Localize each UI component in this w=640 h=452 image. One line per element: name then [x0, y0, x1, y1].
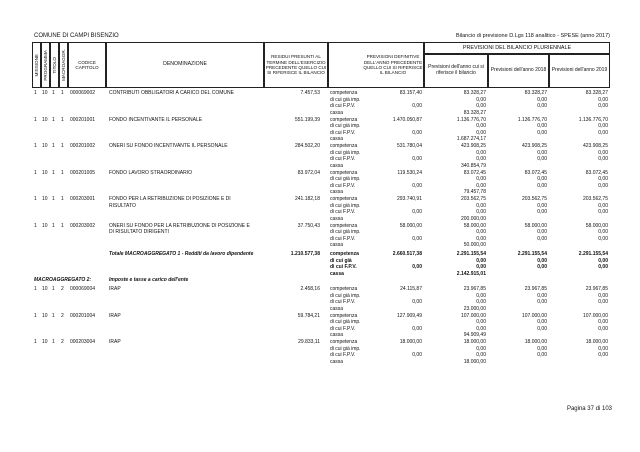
- prev-2019-value: 0,00: [598, 123, 608, 130]
- macroaggr-cell: 1: [61, 116, 64, 123]
- prev-2018-value: 0,00: [537, 345, 547, 352]
- prev-def-value: 0,00: [412, 129, 422, 136]
- prev-def-value: 18.000,00: [399, 339, 422, 345]
- prev-current-value: 0,00: [476, 149, 486, 156]
- prev-current-value: 18.000,00: [463, 339, 486, 345]
- prev-current-value: 18.000,00: [463, 358, 486, 365]
- prev-current-value: 340.854,79: [460, 162, 486, 169]
- residui-cell: 59.784,21: [297, 312, 320, 319]
- prev-2018-value: 0,00: [537, 299, 547, 306]
- col-denominazione: DENOMINAZIONE: [106, 42, 264, 88]
- prev-2019-value: 1.136.776,70: [578, 116, 608, 123]
- row-type-label: cassa: [330, 189, 344, 196]
- residui-cell: 37.750,43: [297, 222, 320, 229]
- col-residui: RESIDUI PRESUNTI AL TERMINE DELL'ESERCIZIO PRECEDENTE QUELLO CUI SI RIFERISCE IL BILANCIO: [264, 42, 328, 88]
- row-type-label: competenza: [330, 116, 358, 123]
- programma-cell: 10: [42, 312, 48, 319]
- macroaggr-cell: 1: [61, 222, 64, 229]
- total-prev-2018: 2.291.155,54: [517, 251, 547, 257]
- row-type-label: competenza: [330, 286, 358, 292]
- row-type-label: competenza: [330, 312, 358, 319]
- prev-2018-value: 0,00: [537, 229, 547, 236]
- prev-current-value: 0,00: [476, 182, 486, 189]
- titolo-cell: 1: [52, 222, 55, 229]
- total-prev-def: 0,00: [412, 264, 422, 271]
- codice-cell: 000203004: [70, 339, 96, 345]
- prev-def-value: 0,00: [412, 156, 422, 163]
- prev-2019-value: 83.072,45: [585, 169, 608, 176]
- prev-def-value: 0,00: [412, 299, 422, 306]
- codice-cell: 000069002: [70, 90, 96, 96]
- prev-2019-value: 0,00: [598, 182, 608, 189]
- prev-current-value: 0,00: [476, 235, 486, 242]
- prev-2019-value: 0,00: [598, 229, 608, 236]
- codice-cell: 000069004: [70, 286, 96, 292]
- denominazione-cell: IRAP: [109, 339, 121, 345]
- prev-2018-value: 0,00: [537, 292, 547, 299]
- prev-current-value: 0,00: [476, 209, 486, 216]
- macroaggr-cell: 2: [61, 286, 64, 292]
- row-type-label: di cui già imp.: [330, 149, 361, 156]
- denominazione-cell: ONERI SU FONDO PER LA RETRIBUZIONE DI POSIZIONE E: [109, 222, 250, 229]
- total-type-label: di cui F.P.V.: [330, 264, 357, 271]
- prev-current-value: 0,00: [476, 319, 486, 326]
- denominazione-cell: CONTRIBUTI OBBLIGATORI A CARICO DEL COMUNE: [109, 90, 234, 96]
- prev-2018-value: 0,00: [537, 202, 547, 209]
- row-type-label: di cui già imp.: [330, 319, 361, 326]
- prev-2018-value: 0,00: [537, 149, 547, 156]
- prev-2018-value: 58.000,00: [524, 222, 547, 229]
- codice-cell: 000203001: [70, 196, 96, 202]
- prev-def-value: 0,00: [412, 352, 422, 359]
- residui-cell: 241.182,18: [294, 196, 320, 202]
- row-type-label: di cui già imp.: [330, 123, 361, 130]
- prev-2019-value: 18.000,00: [585, 339, 608, 345]
- programma-cell: 10: [42, 169, 48, 176]
- row-type-label: cassa: [330, 215, 344, 222]
- programma-cell: 10: [42, 286, 48, 292]
- denominazione-cell: RISULTATO: [109, 202, 136, 209]
- prev-def-value: 24.115,87: [400, 286, 422, 292]
- denominazione-cell: FONDO PER LA RETRIBUZIONE DI POSIZIONE E DI: [109, 196, 231, 202]
- prev-2018-value: 0,00: [537, 325, 547, 332]
- missione-cell: 1: [34, 196, 37, 202]
- denominazione-cell: IRAP: [109, 286, 121, 292]
- missione-cell: 1: [34, 312, 37, 319]
- total-prev-current: 0,00: [476, 264, 486, 271]
- prev-2018-value: 0,00: [537, 182, 547, 189]
- row-type-label: di cui F.P.V.: [330, 103, 356, 110]
- prev-current-value: 0,00: [476, 176, 486, 183]
- missione-cell: 1: [34, 116, 37, 123]
- col-macroaggr: MACROAGGR.: [59, 42, 68, 88]
- codice-cell: 000201001: [70, 116, 96, 123]
- titolo-cell: 1: [52, 143, 55, 149]
- prev-2019-value: 0,00: [598, 96, 608, 103]
- titolo-cell: 1: [52, 90, 55, 96]
- prev-current-value: 58.000,00: [463, 222, 486, 229]
- total-prev-2019: 0,00: [598, 257, 608, 264]
- row-type-label: di cui già imp.: [330, 176, 361, 183]
- row-type-label: di cui F.P.V.: [330, 209, 356, 216]
- prev-2019-value: 0,00: [598, 299, 608, 306]
- prev-2019-value: 0,00: [598, 149, 608, 156]
- prev-current-value: 0,00: [476, 292, 486, 299]
- prev-current-value: 423.908,25: [460, 143, 486, 149]
- total-prev-current: 0,00: [476, 257, 486, 264]
- missione-cell: 1: [34, 286, 37, 292]
- prev-2019-value: 0,00: [598, 292, 608, 299]
- prev-def-value: 0,00: [412, 325, 422, 332]
- prev-2018-value: 23.967,85: [524, 286, 547, 292]
- prev-2019-value: 0,00: [598, 202, 608, 209]
- codice-cell: 000203002: [70, 222, 96, 229]
- total-label: Totale MACROAGGREGATO 1 - Redditi da lavoro dipendente: [109, 251, 254, 257]
- prev-current-value: 83.072,45: [463, 169, 486, 176]
- row-type-label: competenza: [330, 143, 358, 149]
- prev-current-value: 0,00: [476, 202, 486, 209]
- row-type-label: di cui F.P.V.: [330, 235, 356, 242]
- row-type-label: di cui F.P.V.: [330, 352, 356, 359]
- residui-cell: 7.457,53: [300, 90, 320, 96]
- prev-current-value: 0,00: [476, 229, 486, 236]
- residui-cell: 284.502,20: [294, 143, 320, 149]
- row-type-label: di cui F.P.V.: [330, 299, 356, 306]
- titolo-cell: 1: [52, 312, 55, 319]
- prev-2019-value: 0,00: [598, 325, 608, 332]
- total-type-label: di cui già: [330, 257, 352, 264]
- prev-2019-value: 203.562,75: [582, 196, 608, 202]
- prev-2018-value: 0,00: [537, 103, 547, 110]
- prev-2019-value: 0,00: [598, 345, 608, 352]
- missione-cell: 1: [34, 339, 37, 345]
- programma-cell: 10: [42, 143, 48, 149]
- prev-current-value: 0,00: [476, 352, 486, 359]
- row-type-label: di cui F.P.V.: [330, 182, 356, 189]
- prev-current-value: 1.136.776,70: [456, 116, 486, 123]
- row-type-label: di cui già imp.: [330, 229, 361, 236]
- prev-current-value: 0,00: [476, 156, 486, 163]
- prev-def-value: 58.000,00: [399, 222, 422, 229]
- total-prev-2018: 0,00: [537, 264, 547, 271]
- row-type-label: di cui F.P.V.: [330, 156, 356, 163]
- prev-current-value: 200.000,00: [460, 215, 486, 222]
- prev-2019-value: 107.000,00: [582, 312, 608, 319]
- entity-name: COMUNE DI CAMPI BISENZIO: [34, 33, 119, 39]
- prev-current-value: 107.000,00: [460, 312, 486, 319]
- prev-def-value: 0,00: [412, 209, 422, 216]
- prev-def-value: 0,00: [412, 182, 422, 189]
- row-type-label: cassa: [330, 136, 344, 143]
- row-type-label: di cui già imp.: [330, 202, 361, 209]
- prev-2018-value: 107.000,00: [521, 312, 547, 319]
- programma-cell: 10: [42, 222, 48, 229]
- macroaggr-cell: 2: [61, 339, 64, 345]
- prev-def-value: 83.157,40: [399, 90, 422, 96]
- macroaggr-cell: 1: [61, 196, 64, 202]
- macroaggregato-code: MACROAGGREGATO 2:: [34, 277, 92, 283]
- document-title: Bilancio di previsione D.Lgs 118 analitico - SPESE (anno 2017): [456, 33, 610, 39]
- prev-2019-value: 0,00: [598, 103, 608, 110]
- programma-cell: 10: [42, 116, 48, 123]
- macroaggregato-title: Imposte e tasse a carico dell'ente: [109, 277, 189, 283]
- row-type-label: cassa: [330, 358, 344, 365]
- prev-def-value: 127.909,49: [396, 312, 422, 319]
- row-type-label: competenza: [330, 339, 358, 345]
- programma-cell: 10: [42, 339, 48, 345]
- denominazione-cell: IRAP: [109, 312, 121, 319]
- prev-2018-value: 0,00: [537, 129, 547, 136]
- prev-2019-value: 0,00: [598, 209, 608, 216]
- prev-current-value: 0,00: [476, 325, 486, 332]
- prev-2018-value: 423.908,25: [521, 143, 547, 149]
- col-prev-2018: Previsioni dell'anno 2018: [488, 54, 549, 88]
- prev-current-value: 23.967,85: [463, 286, 486, 292]
- prev-2019-value: 0,00: [598, 156, 608, 163]
- titolo-cell: 1: [52, 116, 55, 123]
- codice-cell: 000201004: [70, 312, 96, 319]
- titolo-cell: 1: [52, 286, 55, 292]
- total-type-label: competenza: [330, 251, 359, 257]
- prev-current-value: 23.000,00: [463, 305, 486, 312]
- prev-def-value: 531.780,04: [396, 143, 422, 149]
- prev-current-value: 79.457,78: [463, 189, 486, 196]
- prev-def-value: 0,00: [412, 235, 422, 242]
- titolo-cell: 1: [52, 196, 55, 202]
- prev-2018-value: 0,00: [537, 123, 547, 130]
- row-type-label: cassa: [330, 332, 344, 339]
- total-prev-2019: 0,00: [598, 264, 608, 271]
- total-prev-def: 2.660.517,38: [392, 251, 422, 257]
- prev-2018-value: 0,00: [537, 209, 547, 216]
- prev-current-value: 83.328,27: [463, 109, 486, 116]
- prev-current-value: 83.328,27: [463, 90, 486, 96]
- col-pluriennale: PREVISIONI DEL BILANCIO PLURIENNALE: [424, 42, 610, 54]
- page-number: Pagina 37 di 103: [566, 406, 612, 412]
- prev-current-value: 203.562,75: [460, 196, 486, 202]
- prev-2018-value: 0,00: [537, 319, 547, 326]
- row-type-label: di cui F.P.V.: [330, 129, 356, 136]
- missione-cell: 1: [34, 222, 37, 229]
- prev-current-value: 1.687.274,17: [456, 136, 486, 143]
- row-type-label: di cui già imp.: [330, 292, 361, 299]
- prev-2019-value: 58.000,00: [585, 222, 608, 229]
- missione-cell: 1: [34, 143, 37, 149]
- row-type-label: cassa: [330, 305, 344, 312]
- col-codice: CODICE CAPITOLO: [68, 42, 106, 88]
- prev-2018-value: 18.000,00: [524, 339, 547, 345]
- prev-2018-value: 203.562,75: [521, 196, 547, 202]
- prev-2019-value: 423.908,25: [582, 143, 608, 149]
- denominazione-cell: ONERI SU FONDO INCENTIVANTE IL PERSONALE: [109, 143, 228, 149]
- prev-2018-value: 83.072,45: [524, 169, 547, 176]
- col-prev-definitive: PREVISIONI DEFINITIVE DELL'ANNO PRECEDENTE QUELLO CUI SI RIFERISCE IL BILANCIO: [328, 42, 424, 88]
- row-type-label: cassa: [330, 242, 344, 249]
- codice-cell: 000201005: [70, 169, 96, 176]
- total-residui: 1.210.577,38: [290, 251, 320, 257]
- prev-2019-value: 23.967,85: [585, 286, 608, 292]
- denominazione-cell: FONDO LAVORO STRAORDINARIO: [109, 169, 192, 176]
- residui-cell: 2.458,16: [300, 286, 320, 292]
- row-type-label: competenza: [330, 169, 358, 176]
- col-missione: MISSIONE: [32, 42, 41, 88]
- prev-current-value: 94.909,49: [463, 332, 486, 339]
- prev-2018-value: 83.328,27: [524, 90, 547, 96]
- prev-current-value: 0,00: [476, 123, 486, 130]
- macroaggr-cell: 1: [61, 143, 64, 149]
- row-type-label: competenza: [330, 196, 358, 202]
- residui-cell: 551.199,39: [294, 116, 320, 123]
- prev-2018-value: 0,00: [537, 235, 547, 242]
- prev-2018-value: 0,00: [537, 96, 547, 103]
- row-type-label: di cui F.P.V.: [330, 325, 356, 332]
- prev-def-value: 1.470.050,87: [392, 116, 422, 123]
- prev-2019-value: 83.328,27: [585, 90, 608, 96]
- row-type-label: cassa: [330, 162, 344, 169]
- prev-2018-value: 0,00: [537, 176, 547, 183]
- col-prev-current: Previsioni dell'anno cui si riferisce il bilancio: [424, 54, 488, 88]
- prev-2019-value: 0,00: [598, 176, 608, 183]
- prev-current-value: 0,00: [476, 345, 486, 352]
- row-type-label: competenza: [330, 90, 358, 96]
- prev-current-value: 50.000,00: [463, 242, 486, 249]
- prev-2018-value: 0,00: [537, 352, 547, 359]
- residui-cell: 29.833,11: [298, 339, 320, 345]
- total-prev-current: 2.142.915,01: [456, 270, 486, 277]
- row-type-label: di cui già imp.: [330, 96, 361, 103]
- total-prev-current: 2.291.155,54: [456, 251, 486, 257]
- residui-cell: 83.972,04: [297, 169, 320, 176]
- prev-2019-value: 0,00: [598, 235, 608, 242]
- total-prev-2018: 0,00: [537, 257, 547, 264]
- prev-def-value: 293.740,91: [396, 196, 422, 202]
- titolo-cell: 1: [52, 169, 55, 176]
- prev-current-value: 0,00: [476, 299, 486, 306]
- codice-cell: 000201002: [70, 143, 96, 149]
- prev-2019-value: 0,00: [598, 352, 608, 359]
- total-type-label: cassa: [330, 270, 344, 277]
- macroaggr-cell: 1: [61, 169, 64, 176]
- prev-2018-value: 0,00: [537, 156, 547, 163]
- prev-2018-value: 1.136.776,70: [517, 116, 547, 123]
- row-type-label: di cui già imp.: [330, 345, 361, 352]
- prev-2019-value: 0,00: [598, 319, 608, 326]
- col-titolo: TITOLO: [50, 42, 59, 88]
- titolo-cell: 1: [52, 339, 55, 345]
- programma-cell: 10: [42, 90, 48, 96]
- denominazione-cell: DI RISULTATO DIRIGENTI: [109, 229, 169, 236]
- missione-cell: 1: [34, 90, 37, 96]
- row-type-label: competenza: [330, 222, 358, 229]
- macroaggr-cell: 1: [61, 90, 64, 96]
- prev-current-value: 0,00: [476, 129, 486, 136]
- prev-2019-value: 0,00: [598, 129, 608, 136]
- col-programma: PROGRAMMA: [41, 42, 50, 88]
- denominazione-cell: FONDO INCENTIVANTE IL PERSONALE: [109, 116, 203, 123]
- macroaggr-cell: 2: [61, 312, 64, 319]
- prev-current-value: 0,00: [476, 96, 486, 103]
- col-prev-2019: Previsioni dell'anno 2019: [549, 54, 610, 88]
- prev-def-value: 119.530,24: [397, 169, 422, 176]
- total-prev-2019: 2.291.155,54: [578, 251, 608, 257]
- row-type-label: cassa: [330, 109, 344, 116]
- prev-def-value: 0,00: [412, 103, 422, 110]
- programma-cell: 10: [42, 196, 48, 202]
- prev-current-value: 0,00: [476, 103, 486, 110]
- missione-cell: 1: [34, 169, 37, 176]
